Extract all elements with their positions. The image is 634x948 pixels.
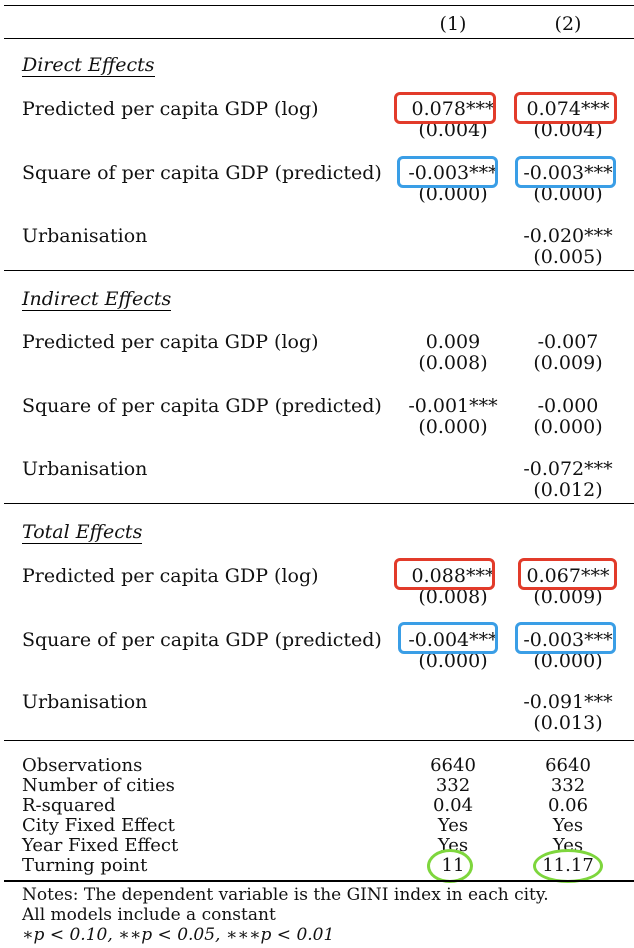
stat-cell: 6640 [545, 755, 591, 776]
stat-cell: 332 [435, 775, 471, 796]
se-cell: (0.009) [533, 586, 603, 608]
highlight-box-blue [398, 622, 498, 654]
se-cell: (0.012) [533, 479, 603, 501]
stat-cell: 11.17 [542, 855, 594, 876]
row-label: Square of per capita GDP (predicted) [22, 629, 382, 651]
coef-cell: 0.088*** [411, 565, 495, 587]
row-label: Predicted per capita GDP (log) [22, 98, 319, 120]
coef-cell: -0.003*** [523, 162, 613, 184]
stat-cell: 332 [550, 775, 586, 796]
stat-cell: Yes [552, 835, 584, 856]
coef-cell: -0.072*** [523, 458, 613, 480]
row-label: Square of per capita GDP (predicted) [22, 162, 382, 184]
stat-label: R-squared [22, 795, 116, 816]
top-rule [4, 5, 634, 6]
highlight-box-blue [397, 156, 498, 188]
highlight-box-blue [515, 622, 616, 654]
highlight-box-red [394, 92, 496, 124]
column-header-2: (2) [554, 13, 582, 35]
se-cell: (0.000) [418, 416, 488, 438]
coef-cell: 0.074*** [526, 98, 610, 120]
se-cell: (0.008) [418, 352, 488, 374]
stat-cell: Yes [437, 835, 469, 856]
highlight-oval-green [533, 849, 603, 883]
coef-cell: -0.001*** [408, 395, 498, 417]
stat-cell: 11 [441, 855, 465, 876]
stat-cell: Yes [552, 815, 584, 836]
notes-line: Notes: The dependent variable is the GINI index in each city. [22, 885, 549, 905]
row-label: Urbanisation [22, 225, 148, 247]
highlight-oval-green [427, 849, 473, 883]
stat-label: Observations [22, 755, 143, 776]
stat-label: Number of cities [22, 775, 175, 796]
row-label: Predicted per capita GDP (log) [22, 331, 319, 353]
section-rule [4, 740, 634, 741]
coef-cell: -0.007 [537, 331, 599, 353]
se-cell: (0.000) [418, 650, 488, 672]
stat-label: City Fixed Effect [22, 815, 175, 836]
se-cell: (0.008) [418, 586, 488, 608]
coef-cell: 0.078*** [411, 98, 495, 120]
section-rule [4, 503, 634, 504]
coef-cell: -0.091*** [523, 691, 613, 713]
section-title-total: Total Effects [22, 521, 143, 543]
row-label: Urbanisation [22, 458, 148, 480]
coef-cell: -0.004*** [408, 629, 498, 651]
stat-cell: 0.04 [432, 795, 474, 816]
se-cell: (0.013) [533, 712, 603, 734]
notes-line: All models include a constant [22, 905, 276, 925]
se-cell: (0.000) [533, 416, 603, 438]
row-label: Urbanisation [22, 691, 148, 713]
se-cell: (0.004) [533, 119, 603, 141]
se-cell: (0.000) [533, 650, 603, 672]
highlight-box-blue [515, 156, 616, 188]
section-title-direct: Direct Effects [22, 54, 155, 76]
stat-cell: Yes [437, 815, 469, 836]
highlight-box-red [518, 558, 617, 590]
coef-cell: -0.000 [537, 395, 599, 417]
coef-cell: -0.003*** [408, 162, 498, 184]
se-cell: (0.004) [418, 119, 488, 141]
coef-cell: 0.009 [425, 331, 481, 353]
stat-cell: 0.06 [547, 795, 589, 816]
stat-label: Year Fixed Effect [22, 835, 179, 856]
se-cell: (0.009) [533, 352, 603, 374]
section-rule [4, 270, 634, 271]
se-cell: (0.000) [533, 183, 603, 205]
column-header-1: (1) [439, 13, 467, 35]
row-label: Square of per capita GDP (predicted) [22, 395, 382, 417]
highlight-box-red [514, 92, 617, 124]
highlight-box-red [394, 558, 495, 590]
header-rule [4, 38, 634, 39]
bottom-rule [4, 880, 634, 882]
se-cell: (0.005) [533, 246, 603, 268]
section-title-indirect: Indirect Effects [22, 288, 172, 310]
row-label: Predicted per capita GDP (log) [22, 565, 319, 587]
coef-cell: 0.067*** [526, 565, 610, 587]
stat-label: Turning point [22, 855, 148, 876]
notes-significance: ∗p < 0.10, ∗∗p < 0.05, ∗∗∗p < 0.01 [22, 925, 335, 945]
stat-cell: 6640 [430, 755, 476, 776]
se-cell: (0.000) [418, 183, 488, 205]
coef-cell: -0.003*** [523, 629, 613, 651]
coef-cell: -0.020*** [523, 225, 613, 247]
